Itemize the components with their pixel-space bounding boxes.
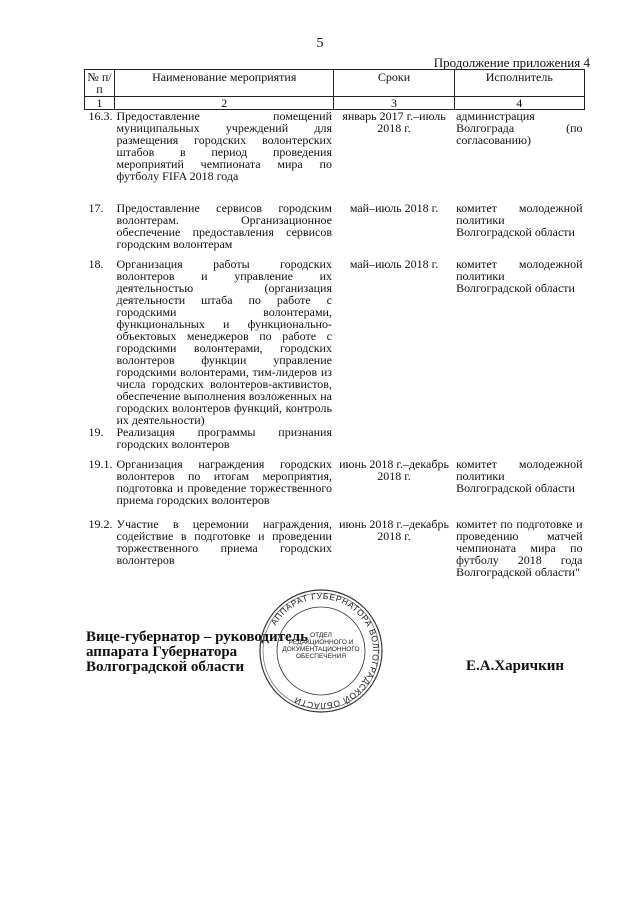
activity-dates: май–июль 2018 г. bbox=[349, 201, 439, 215]
table-row bbox=[85, 110, 585, 203]
activity-responsible: комитет молодежной политики Волгоградской области bbox=[456, 457, 583, 495]
header-responsible: Исполнитель bbox=[454, 70, 584, 97]
stamp-inner-text: ОТДЕЛ РЕДАКЦИОННОГО И ДОКУМЕНТАЦИОННОГО ОБЕСПЕЧЕНИЯ bbox=[282, 632, 360, 660]
row-number: 19.1. bbox=[88, 457, 113, 471]
table-row bbox=[85, 426, 585, 458]
column-number: 3 bbox=[334, 97, 454, 110]
column-number: 1 bbox=[85, 97, 115, 110]
column-number-row bbox=[85, 97, 585, 110]
table-row bbox=[85, 518, 585, 578]
table-row bbox=[85, 202, 585, 258]
activities-table bbox=[84, 69, 585, 578]
stamp-outer-text: АППАРАТ ГУБЕРНАТОРА ВОЛГОГРАДСКОЙ ОБЛАСТИ bbox=[268, 590, 382, 712]
activity-name: Реализация программы признания городских волонтеров bbox=[116, 425, 332, 451]
activity-dates: июнь 2018 г.–декабрь 2018 г. bbox=[339, 457, 449, 483]
row-number: 18. bbox=[88, 257, 104, 271]
signatory-title-line: Волгоградской области bbox=[86, 659, 245, 675]
activity-dates bbox=[334, 426, 454, 458]
signatory-title-line: Вице-губернатор – руководитель bbox=[86, 629, 309, 645]
row-number: 17. bbox=[88, 201, 104, 215]
column-number: 4 bbox=[454, 97, 584, 110]
row-number: 19. bbox=[88, 425, 104, 439]
signatory-name: Е.А.Харичкин bbox=[466, 658, 565, 674]
header-name: Наименование мероприятия bbox=[115, 70, 334, 97]
header-number: № п/п bbox=[85, 70, 115, 97]
activity-responsible: комитет молодежной политики Волгоградской области bbox=[456, 201, 583, 239]
activity-dates: июнь 2018 г.–декабрь 2018 г. bbox=[339, 517, 449, 543]
row-number: 19.2. bbox=[88, 517, 113, 531]
official-stamp bbox=[258, 588, 384, 714]
activity-dates: май–июль 2018 г. bbox=[349, 257, 439, 271]
continuation-label: Продолжение приложения 4 bbox=[433, 55, 590, 70]
activity-responsible: комитет молодежной политики Волгоградской области bbox=[456, 257, 583, 295]
header-dates: Сроки bbox=[334, 70, 454, 97]
row-number: 16.3. bbox=[88, 109, 113, 123]
table-row bbox=[85, 458, 585, 518]
activity-name: Организация работы городских волонтеров и управление их деятельностью (организация деятельности штаба по работе с городскими волонтерами, функциональных и функционально-объектовых менеджеров по работе с городскими волонтерами, городских волонтеров функции управление городскими волонтерами, тим-лидеров из числа городских волонтеров-активистов, обеспечение выполнения возложенных на городских волонтеров функций, контроль их деятельности) bbox=[116, 257, 332, 427]
activity-name: Предоставление сервисов городским волонтерам. Организационное обеспечение предоставления сервисов городским волонтерам bbox=[116, 201, 332, 251]
activity-responsible: администрация Волгограда (по согласованию) bbox=[456, 109, 583, 147]
activity-name: Участие в церемонии награждения, содействие в подготовке и проведении торжественного приема городских волонтеров bbox=[116, 517, 332, 567]
table-row bbox=[85, 258, 585, 426]
page-number: 5 bbox=[316, 36, 324, 51]
signatory-title-line: аппарата Губернатора bbox=[86, 644, 238, 660]
activity-responsible bbox=[454, 426, 584, 458]
activity-responsible: комитет по подготовке и проведению матчей чемпионата мира по футболу 2018 года Волгоградской области" bbox=[456, 517, 583, 579]
activity-name: Предоставление помещений муниципальных учреждений для размещения городских волонтерских штабов в период проведения мероприятий чемпионата мира по футболу FIFA 2018 года bbox=[116, 109, 332, 183]
header-row bbox=[85, 70, 585, 97]
activity-dates: январь 2017 г.–июль 2018 г. bbox=[342, 109, 446, 135]
activity-name: Организация награждения городских волонтеров по итогам мероприятия, подготовка и проведение торжественного приема городских волонтеров bbox=[116, 457, 332, 507]
column-number: 2 bbox=[115, 97, 334, 110]
